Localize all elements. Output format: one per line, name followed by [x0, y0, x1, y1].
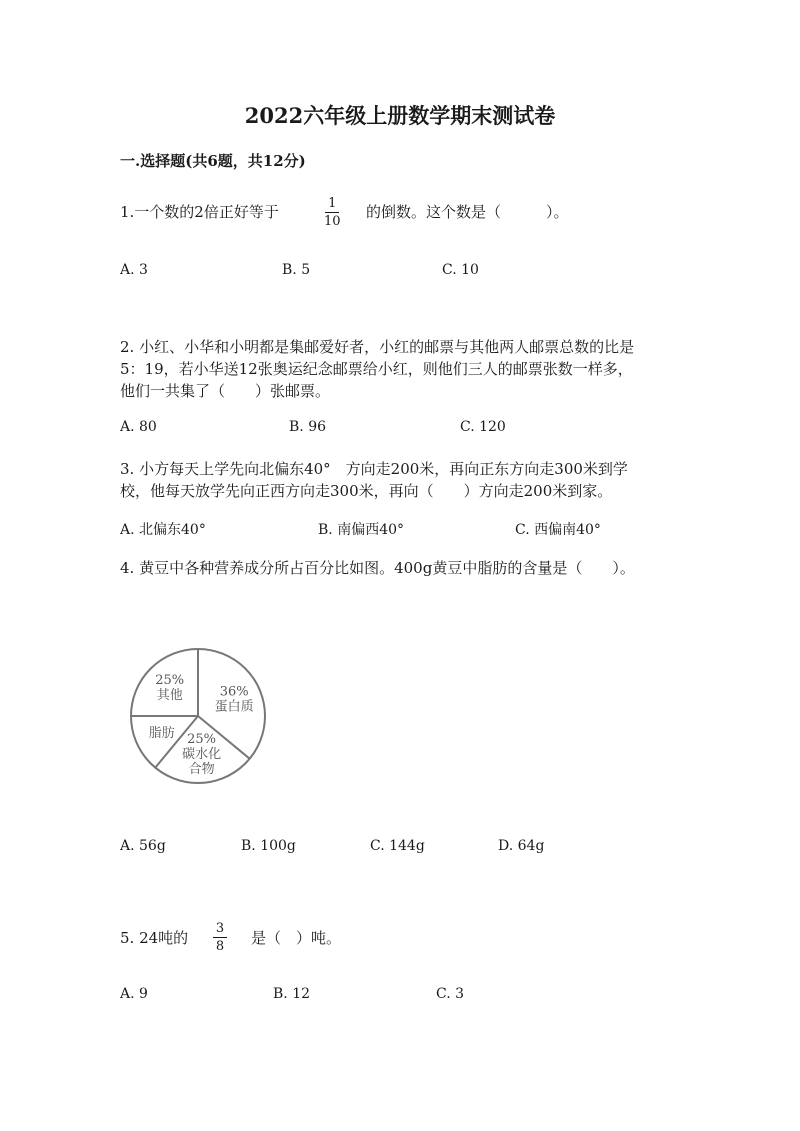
question-1-option-c[interactable]: C. 10 [442, 262, 479, 278]
fraction-numerator: 1 [328, 196, 337, 211]
pie-slice-label: 25% [155, 673, 185, 689]
fraction-bar [213, 937, 227, 938]
pie-slice-label: 脂肪 [148, 726, 175, 742]
question-1-fraction [324, 196, 341, 229]
question-1-option-a[interactable]: A. 3 [120, 262, 148, 278]
section-heading: 一.选择题(共6题，共12分) [120, 152, 306, 170]
question-2-option-a[interactable]: A. 80 [120, 419, 157, 435]
question-5-stem-before: 5. 24吨的 [120, 929, 189, 947]
pie-slice-label: 碳水化 [182, 746, 222, 762]
fraction-bar [325, 212, 339, 213]
question-2-option-b[interactable]: B. 96 [289, 419, 327, 435]
question-5-option-a[interactable]: A. 9 [120, 986, 148, 1002]
question-3-line-2: 校，他每天放学先向正西方向走300米，再向（ ）方向走200米到家。 [120, 482, 613, 500]
question-4-option-d[interactable]: D. 64g [498, 838, 545, 854]
question-5-fraction [213, 921, 227, 954]
question-1-stem-before: 1.一个数的2倍正好等于 [120, 203, 279, 221]
question-4-option-b[interactable]: B. 100g [241, 838, 296, 854]
question-3-option-b[interactable]: B. 南偏西40° [318, 522, 405, 538]
question-4-option-c[interactable]: C. 144g [370, 838, 425, 854]
fraction-numerator: 3 [215, 921, 225, 936]
question-5-option-b[interactable]: B. 12 [273, 986, 311, 1002]
question-2-line-3: 他们一共集了（ ）张邮票。 [120, 382, 331, 400]
pie-slice-label: 25% [187, 731, 217, 747]
question-4-stem: 4. 黄豆中各种营养成分所占百分比如图。400g黄豆中脂肪的含量是（ ）。 [120, 559, 635, 577]
question-4-option-a[interactable]: A. 56g [120, 838, 166, 854]
pie-slice-label: 其他 [156, 688, 183, 704]
fraction-denominator: 10 [324, 214, 341, 229]
question-1-option-b[interactable]: B. 5 [282, 262, 311, 278]
pie-slice-label: 蛋白质 [214, 699, 254, 715]
question-2-line-1: 2. 小红、小华和小明都是集邮爱好者，小红的邮票与其他两人邮票总数的比是 [120, 338, 635, 356]
question-2-line-2: 5：19，若小华送12张奥运纪念邮票给小红，则他们三人的邮票张数一样多， [120, 360, 633, 378]
pie-slice-label: 合物 [188, 761, 215, 777]
question-2-option-c[interactable]: C. 120 [460, 419, 506, 435]
question-1-stem-after: 的倒数。这个数是（ ）。 [366, 203, 569, 221]
nutrition-pie-chart [128, 646, 268, 788]
question-3-line-1: 3. 小方每天上学先向北偏东40° 方向走200米，再向正东方向走300米到学 [120, 460, 628, 478]
question-3-option-c[interactable]: C. 西偏南40° [515, 522, 601, 538]
pie-slice-label: 36% [219, 684, 249, 700]
question-5-stem-after: 是（ ）吨。 [251, 929, 342, 947]
page-title: 2022六年级上册数学期末测试卷 [244, 103, 556, 128]
question-3-option-a[interactable]: A. 北偏东40° [120, 522, 206, 538]
question-5-option-c[interactable]: C. 3 [436, 986, 465, 1002]
fraction-denominator: 8 [215, 939, 225, 954]
